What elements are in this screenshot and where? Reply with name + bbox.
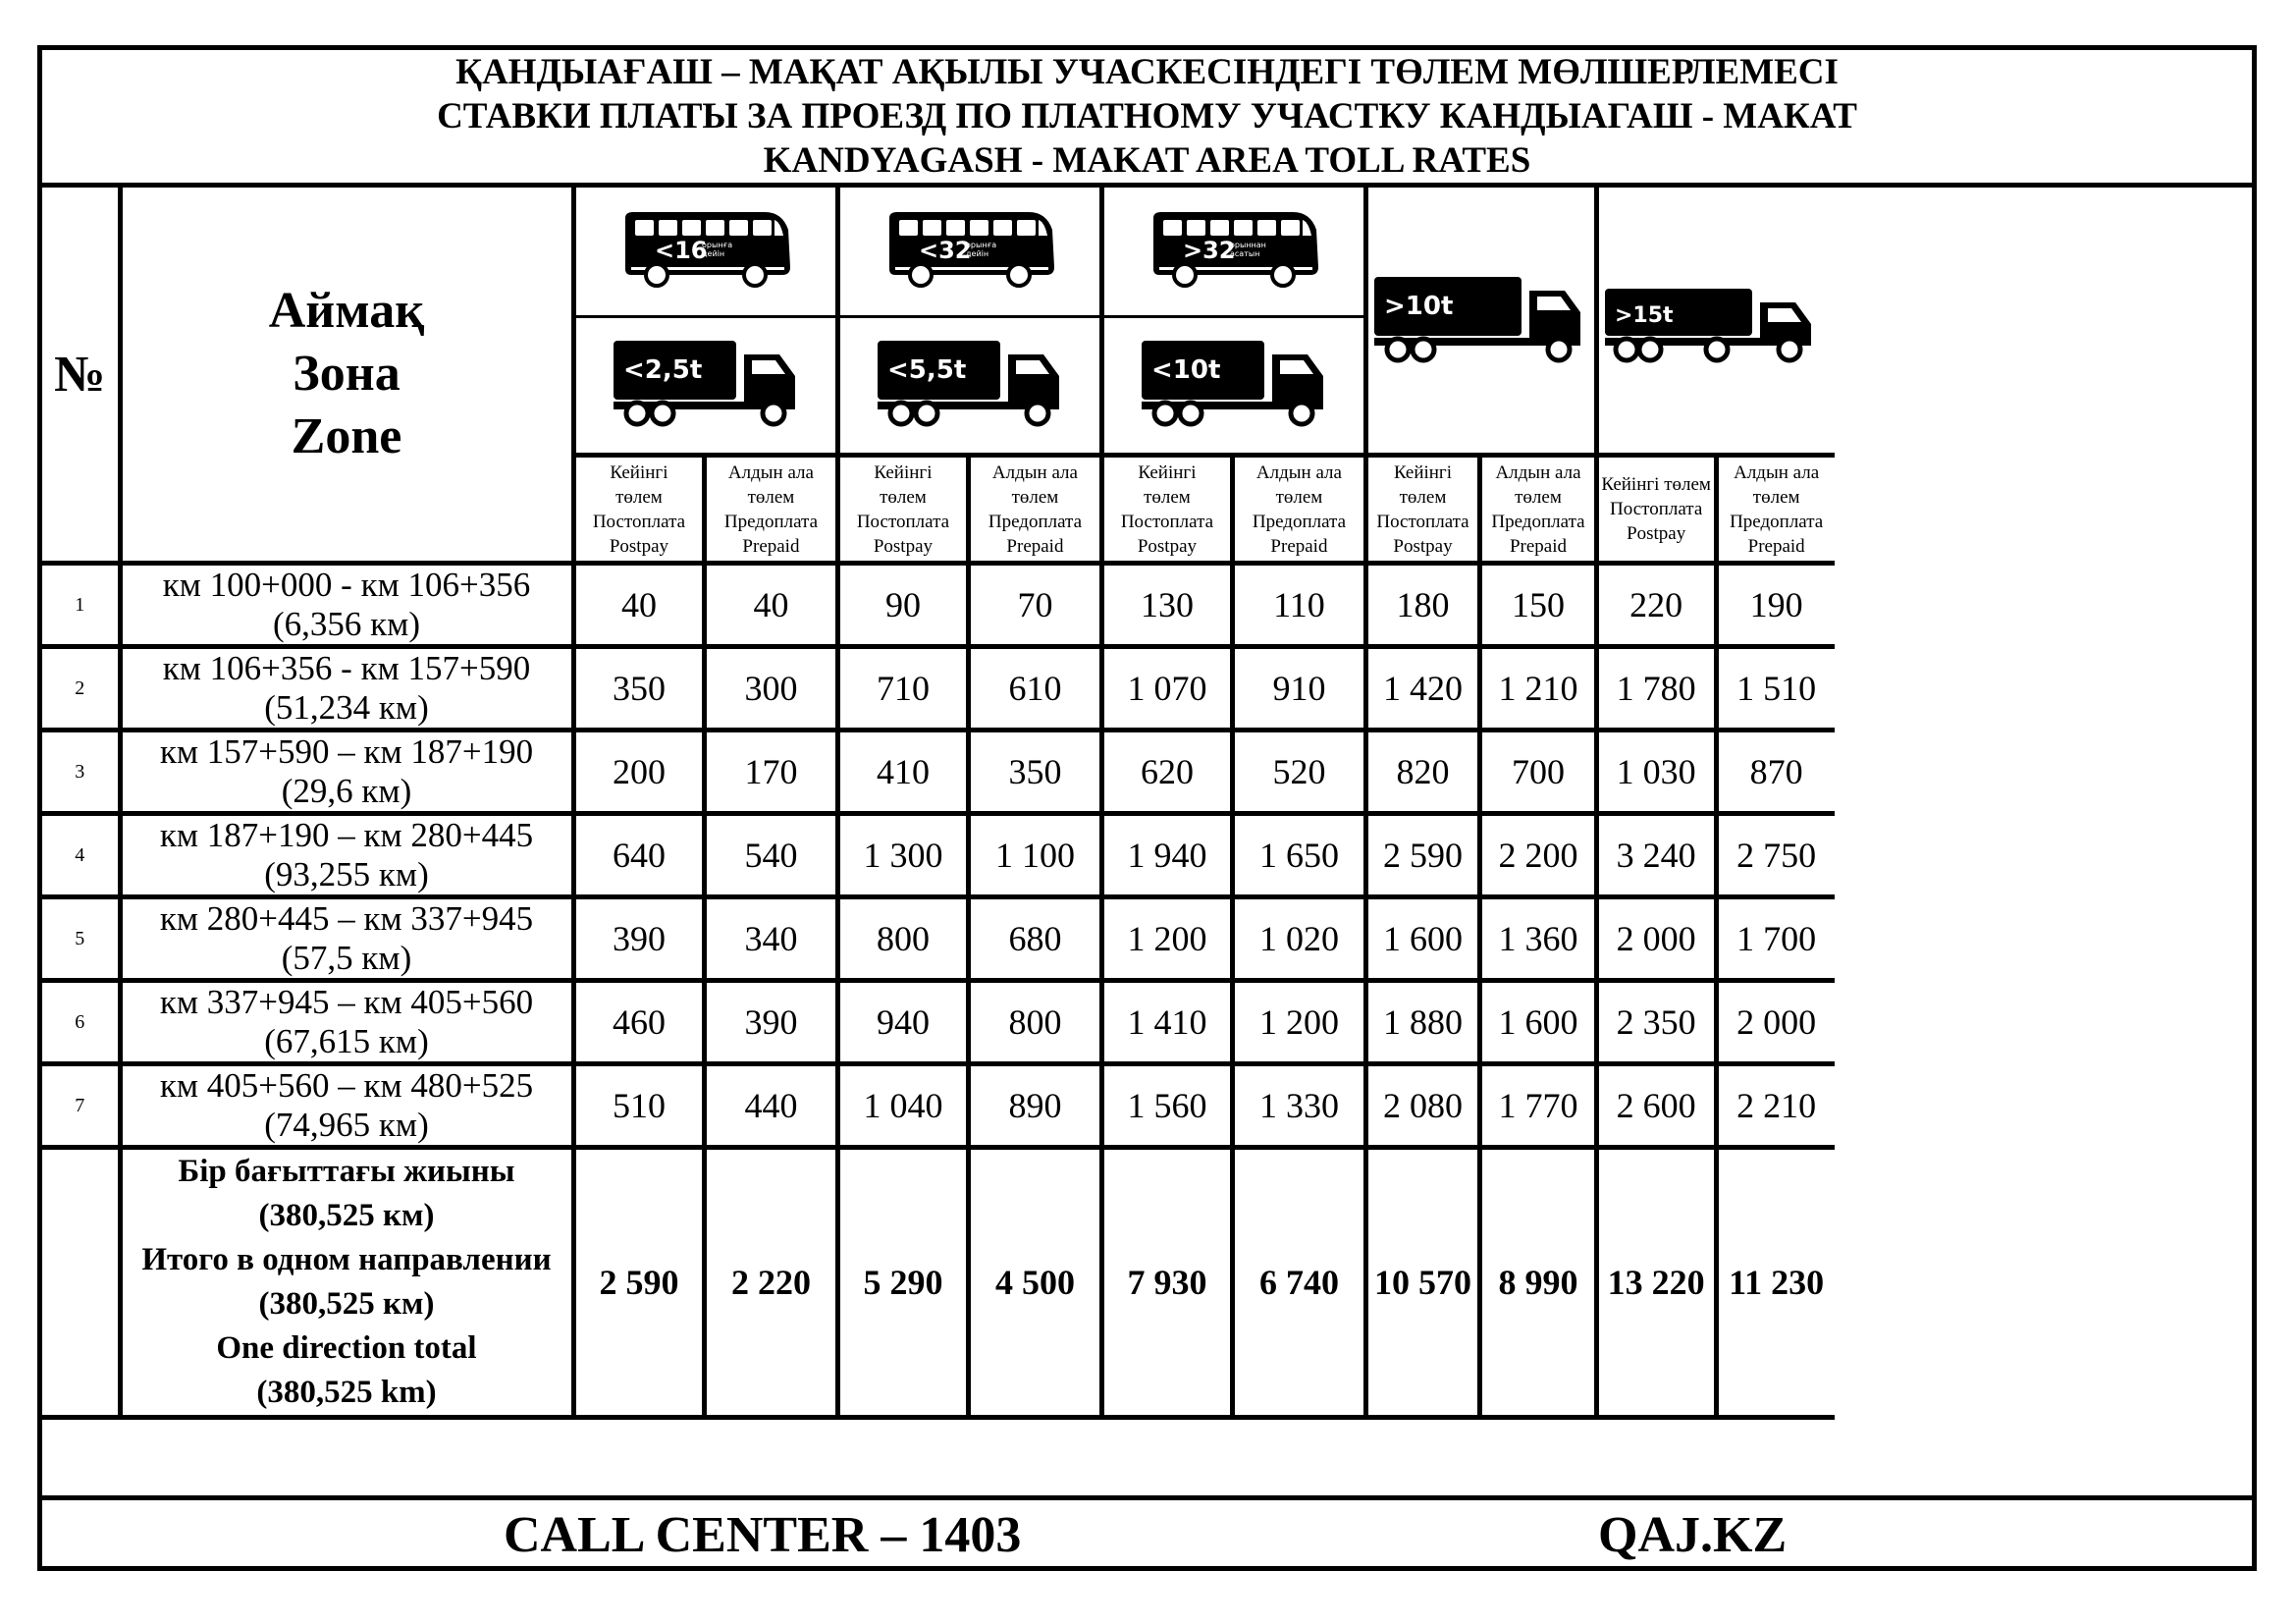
prepaid-rate: 350 bbox=[969, 731, 1101, 814]
postpay-rate: 40 bbox=[573, 564, 705, 647]
total-prepaid: 2 220 bbox=[705, 1148, 837, 1418]
postpay-rate: 200 bbox=[573, 731, 705, 814]
payment-header-line: Постоплата bbox=[856, 511, 950, 532]
postpay-rate: 820 bbox=[1365, 731, 1480, 814]
payment-header-line: Предоплата bbox=[1491, 511, 1585, 532]
zone-range: км 405+560 – км 480+525 (74,965 км) bbox=[120, 1064, 573, 1148]
payment-header-line: Алдын ала bbox=[1495, 461, 1581, 483]
payment-header-line: Алдын ала bbox=[1255, 461, 1342, 483]
category-3-icons bbox=[1101, 188, 1365, 456]
postpay-rate: 2 350 bbox=[1596, 981, 1716, 1064]
payment-header-line: Предоплата bbox=[723, 511, 819, 532]
prepaid-rate: 1 600 bbox=[1480, 981, 1596, 1064]
postpay-rate: 1 560 bbox=[1101, 1064, 1233, 1148]
total-label-line: Бір бағыттағы жиыны bbox=[178, 1154, 515, 1189]
title-english: KANDYAGASH - MAKAT AREA TOLL RATES bbox=[763, 140, 1531, 181]
prepaid-rate: 1 020 bbox=[1233, 897, 1365, 981]
payment-header-line: төлем bbox=[1752, 486, 1800, 508]
page-title bbox=[42, 50, 2252, 188]
postpay-rate: 640 bbox=[573, 814, 705, 897]
prepaid-rate: 680 bbox=[969, 897, 1101, 981]
postpay-rate: 1 780 bbox=[1596, 647, 1716, 731]
prepaid-rate: 700 bbox=[1480, 731, 1596, 814]
postpay-rate: 130 bbox=[1101, 564, 1233, 647]
postpay-rate: 1 940 bbox=[1101, 814, 1233, 897]
payment-header-line: төлем bbox=[880, 486, 927, 508]
payment-header-line: Prepaid bbox=[1509, 535, 1567, 557]
prepaid-header bbox=[1233, 456, 1365, 564]
postpay-rate: 2 000 bbox=[1596, 897, 1716, 981]
postpay-header bbox=[1596, 456, 1716, 564]
zone-header-en: Zone bbox=[291, 408, 402, 464]
truck-icon bbox=[1599, 269, 1835, 372]
payment-header-line: төлем bbox=[1515, 486, 1562, 508]
truck-icon bbox=[872, 333, 1068, 436]
postpay-rate: 1 880 bbox=[1365, 981, 1480, 1064]
table-row bbox=[42, 1064, 1835, 1148]
payment-header-line: Prepaid bbox=[1747, 535, 1805, 557]
bus-seat-note: дейін bbox=[965, 249, 988, 258]
zone-header-kk: Аймақ bbox=[268, 283, 425, 339]
prepaid-rate: 1 200 bbox=[1233, 981, 1365, 1064]
category-2-icons bbox=[837, 188, 1101, 456]
prepaid-rate: 610 bbox=[969, 647, 1101, 731]
row-number: 4 bbox=[42, 814, 120, 897]
payment-header-line: Prepaid bbox=[1270, 535, 1328, 557]
total-prepaid: 6 740 bbox=[1233, 1148, 1365, 1418]
prepaid-rate: 300 bbox=[705, 647, 837, 731]
zone-range: км 337+945 – км 405+560 (67,615 км) bbox=[120, 981, 573, 1064]
truck-icon bbox=[1368, 269, 1594, 372]
prepaid-rate: 1 700 bbox=[1716, 897, 1834, 981]
prepaid-rate: 2 210 bbox=[1716, 1064, 1834, 1148]
table-row bbox=[42, 981, 1835, 1064]
postpay-rate: 1 200 bbox=[1101, 897, 1233, 981]
total-label-line: (380,525 км) bbox=[258, 1286, 435, 1322]
truck-weight-label: <10t bbox=[1150, 355, 1220, 385]
payment-header-line: Кейінгі bbox=[1138, 461, 1197, 483]
prepaid-rate: 1 510 bbox=[1716, 647, 1834, 731]
payment-header-line: Постоплата bbox=[1376, 511, 1469, 532]
postpay-rate: 940 bbox=[837, 981, 969, 1064]
payment-header-line: Postpay bbox=[873, 535, 934, 557]
total-prepaid: 11 230 bbox=[1716, 1148, 1834, 1418]
total-label bbox=[120, 1148, 573, 1418]
postpay-rate: 1 420 bbox=[1365, 647, 1480, 731]
payment-header-line: Предоплата bbox=[1730, 511, 1824, 532]
bus-capacity-label: <32 bbox=[918, 237, 972, 264]
prepaid-rate: 870 bbox=[1716, 731, 1834, 814]
total-postpay: 10 570 bbox=[1365, 1148, 1480, 1418]
truck-weight-label: >15t bbox=[1614, 302, 1674, 328]
payment-header-line: Алдын ала bbox=[727, 461, 814, 483]
toll-table bbox=[42, 188, 1835, 1420]
row-number: 7 bbox=[42, 1064, 120, 1148]
truck-weight-label: <2,5t bbox=[622, 355, 702, 385]
total-label-line: One direction total bbox=[216, 1330, 477, 1366]
prepaid-rate: 2 200 bbox=[1480, 814, 1596, 897]
title-kazakh: ҚАНДЫАҒАШ – МАҚАТ АҚЫЛЫ УЧАСКЕСІНДЕГІ ТӨЛЕМ МӨЛШЕРЛЕМЕСІ bbox=[455, 52, 1839, 92]
category-5-icons bbox=[1596, 188, 1835, 456]
payment-header-line: Предоплата bbox=[1252, 511, 1347, 532]
bus-seat-note: асатын bbox=[1229, 249, 1259, 258]
prepaid-rate: 2 750 bbox=[1716, 814, 1834, 897]
call-center: CALL CENTER – 1403 bbox=[504, 1507, 1022, 1563]
postpay-rate: 1 030 bbox=[1596, 731, 1716, 814]
toll-rates-sheet bbox=[37, 45, 2257, 1571]
payment-header-line: Постоплата bbox=[1120, 511, 1214, 532]
postpay-rate: 3 240 bbox=[1596, 814, 1716, 897]
payment-header-line: Постоплата bbox=[1610, 499, 1703, 519]
row-number: 2 bbox=[42, 647, 120, 731]
payment-header-line: төлем bbox=[747, 486, 795, 508]
prepaid-rate: 520 bbox=[1233, 731, 1365, 814]
prepaid-header bbox=[1716, 456, 1834, 564]
row-number: 1 bbox=[42, 564, 120, 647]
postpay-header bbox=[1101, 456, 1233, 564]
payment-header-line: Postpay bbox=[1137, 535, 1198, 557]
total-label-line: (380,525 км) bbox=[258, 1198, 435, 1233]
prepaid-rate: 800 bbox=[969, 981, 1101, 1064]
payment-header-line: Кейінгі bbox=[1393, 461, 1453, 483]
prepaid-rate: 340 bbox=[705, 897, 837, 981]
prepaid-rate: 110 bbox=[1233, 564, 1365, 647]
prepaid-rate: 40 bbox=[705, 564, 837, 647]
prepaid-header bbox=[705, 456, 837, 564]
prepaid-rate: 540 bbox=[705, 814, 837, 897]
total-postpay: 2 590 bbox=[573, 1148, 705, 1418]
bus-seat-note: орыннан bbox=[1229, 241, 1266, 249]
table-row bbox=[42, 731, 1835, 814]
total-label-line: Итого в одном направлении bbox=[141, 1242, 552, 1277]
payment-header-line: Предоплата bbox=[988, 511, 1083, 532]
total-postpay: 5 290 bbox=[837, 1148, 969, 1418]
bus-icon bbox=[881, 208, 1058, 296]
prepaid-rate: 1 210 bbox=[1480, 647, 1596, 731]
title-russian: СТАВКИ ПЛАТЫ ЗА ПРОЕЗД ПО ПЛАТНОМУ УЧАСТКУ КАНДЫАГАШ - МАКАТ bbox=[437, 96, 1857, 136]
bus-seat-note: дейін bbox=[701, 249, 724, 258]
bus-seat-note: орынға bbox=[701, 241, 732, 249]
postpay-rate: 410 bbox=[837, 731, 969, 814]
truck-weight-label: <5,5t bbox=[886, 355, 966, 385]
table-row bbox=[42, 814, 1835, 897]
postpay-rate: 390 bbox=[573, 897, 705, 981]
row-number: 3 bbox=[42, 731, 120, 814]
postpay-header bbox=[573, 456, 705, 564]
postpay-header bbox=[837, 456, 969, 564]
zone-range: км 100+000 - км 106+356 (6,356 км) bbox=[120, 564, 573, 647]
postpay-header bbox=[1365, 456, 1480, 564]
table-row bbox=[42, 897, 1835, 981]
prepaid-rate: 440 bbox=[705, 1064, 837, 1148]
prepaid-rate: 1 770 bbox=[1480, 1064, 1596, 1148]
zone-range: км 280+445 – км 337+945 (57,5 км) bbox=[120, 897, 573, 981]
zone-range: км 106+356 - км 157+590 (51,234 км) bbox=[120, 647, 573, 731]
postpay-rate: 1 070 bbox=[1101, 647, 1233, 731]
prepaid-rate: 390 bbox=[705, 981, 837, 1064]
category-4-icons bbox=[1365, 188, 1596, 456]
payment-header-line: төлем bbox=[615, 486, 663, 508]
total-label-line: (380,525 km) bbox=[256, 1375, 437, 1410]
payment-header-line: Prepaid bbox=[742, 535, 800, 557]
postpay-rate: 220 bbox=[1596, 564, 1716, 647]
bus-icon bbox=[617, 208, 794, 296]
postpay-rate: 2 600 bbox=[1596, 1064, 1716, 1148]
prepaid-rate: 190 bbox=[1716, 564, 1834, 647]
prepaid-rate: 1 100 bbox=[969, 814, 1101, 897]
footer bbox=[42, 1495, 2252, 1566]
postpay-rate: 1 300 bbox=[837, 814, 969, 897]
payment-header-line: төлем bbox=[1011, 486, 1059, 508]
payment-header-line: Postpay bbox=[609, 535, 669, 557]
prepaid-rate: 1 330 bbox=[1233, 1064, 1365, 1148]
postpay-rate: 350 bbox=[573, 647, 705, 731]
payment-header-line: Postpay bbox=[1393, 535, 1453, 557]
payment-header-line: Prepaid bbox=[1006, 535, 1064, 557]
zone-header-ru: Зона bbox=[293, 346, 400, 402]
postpay-rate: 1 410 bbox=[1101, 981, 1233, 1064]
zone-range: км 187+190 – км 280+445 (93,255 км) bbox=[120, 814, 573, 897]
icon-header-row bbox=[42, 188, 1835, 456]
website-link[interactable]: QAJ.KZ bbox=[1598, 1507, 1788, 1563]
total-postpay: 7 930 bbox=[1101, 1148, 1233, 1418]
row-number: 6 bbox=[42, 981, 120, 1064]
postpay-rate: 1 040 bbox=[837, 1064, 969, 1148]
row-number: 5 bbox=[42, 897, 120, 981]
payment-header-line: төлем bbox=[1275, 486, 1323, 508]
bus-capacity-label: <16 bbox=[654, 237, 708, 264]
zone-range: км 157+590 – км 187+190 (29,6 км) bbox=[120, 731, 573, 814]
postpay-rate: 460 bbox=[573, 981, 705, 1064]
payment-header-line: Постоплата bbox=[592, 511, 686, 532]
bus-icon bbox=[1146, 208, 1322, 296]
payment-header-line: төлем bbox=[1399, 486, 1447, 508]
postpay-rate: 510 bbox=[573, 1064, 705, 1148]
prepaid-rate: 150 bbox=[1480, 564, 1596, 647]
postpay-rate: 710 bbox=[837, 647, 969, 731]
bus-seat-note: орынға bbox=[965, 241, 996, 249]
prepaid-rate: 1 360 bbox=[1480, 897, 1596, 981]
total-prepaid: 4 500 bbox=[969, 1148, 1101, 1418]
payment-header-line: төлем bbox=[1144, 486, 1191, 508]
zone-header bbox=[120, 188, 573, 564]
truck-weight-label: >10t bbox=[1383, 291, 1453, 321]
bus-capacity-label: >32 bbox=[1182, 237, 1236, 264]
prepaid-rate: 70 bbox=[969, 564, 1101, 647]
truck-icon bbox=[608, 333, 804, 436]
postpay-rate: 2 080 bbox=[1365, 1064, 1480, 1148]
payment-header-line: Алдын ала bbox=[1734, 461, 1820, 483]
prepaid-header bbox=[969, 456, 1101, 564]
prepaid-rate: 2 000 bbox=[1716, 981, 1834, 1064]
total-prepaid: 8 990 bbox=[1480, 1148, 1596, 1418]
postpay-rate: 800 bbox=[837, 897, 969, 981]
truck-icon bbox=[1136, 333, 1332, 436]
payment-header-line: Postpay bbox=[1627, 523, 1686, 544]
postpay-rate: 90 bbox=[837, 564, 969, 647]
total-postpay: 13 220 bbox=[1596, 1148, 1716, 1418]
prepaid-rate: 910 bbox=[1233, 647, 1365, 731]
prepaid-rate: 890 bbox=[969, 1064, 1101, 1148]
prepaid-rate: 170 bbox=[705, 731, 837, 814]
payment-header-line: Кейінгі bbox=[874, 461, 933, 483]
postpay-rate: 2 590 bbox=[1365, 814, 1480, 897]
payment-header-line: Кейінгі төлем bbox=[1601, 474, 1711, 495]
category-1-icons bbox=[573, 188, 837, 456]
postpay-rate: 1 600 bbox=[1365, 897, 1480, 981]
number-header: № bbox=[42, 188, 120, 564]
table-row bbox=[42, 564, 1835, 647]
total-number-cell bbox=[42, 1148, 120, 1418]
total-row bbox=[42, 1148, 1835, 1418]
prepaid-rate: 1 650 bbox=[1233, 814, 1365, 897]
table-row bbox=[42, 647, 1835, 731]
payment-header-line: Кейінгі bbox=[610, 461, 668, 483]
postpay-rate: 180 bbox=[1365, 564, 1480, 647]
payment-header-line: Алдын ала bbox=[991, 461, 1078, 483]
postpay-rate: 620 bbox=[1101, 731, 1233, 814]
prepaid-header bbox=[1480, 456, 1596, 564]
